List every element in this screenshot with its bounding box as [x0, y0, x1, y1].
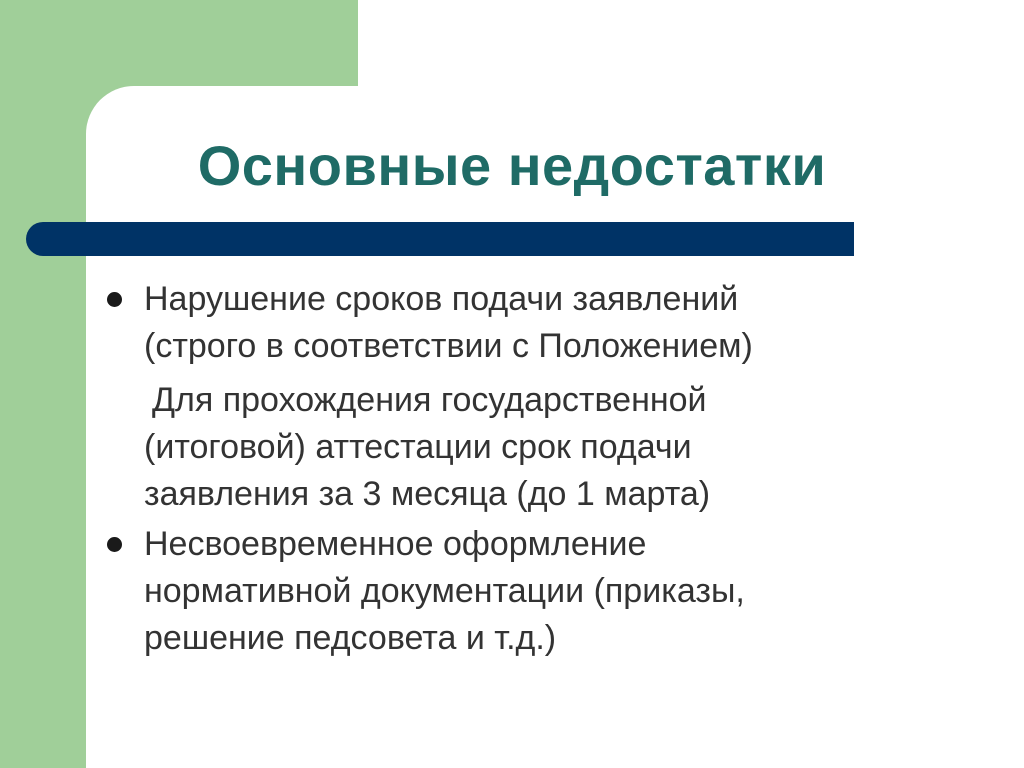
bullet-text-line: Для прохождения государственной: [152, 381, 707, 419]
bullet-icon: [107, 292, 122, 307]
bullet-text-line: (строго в соответствии с Положением): [144, 327, 753, 365]
bullet-text-line: Несвоевременное оформление: [144, 525, 647, 563]
bullet-list: [100, 276, 900, 662]
bullet-item-deadline-violation: [100, 276, 900, 370]
bullet-text-line: (итоговой) аттестации срок подачи: [144, 428, 692, 466]
bullet-icon: [107, 537, 122, 552]
bullet-text-line: Нарушение сроков подачи заявлений: [144, 280, 739, 318]
bullet-text-line: решение педсовета и т.д.): [144, 619, 557, 657]
bullet-item-continuation: [100, 377, 900, 518]
slide-title: Основные недостатки: [197, 134, 827, 197]
bullet-text-line: нормативной документации (приказы,: [144, 572, 745, 610]
title-underline-bar: [26, 222, 854, 256]
bullet-text-line: заявления за 3 месяца (до 1 марта): [144, 475, 711, 513]
bullet-item-documentation: [100, 521, 900, 662]
